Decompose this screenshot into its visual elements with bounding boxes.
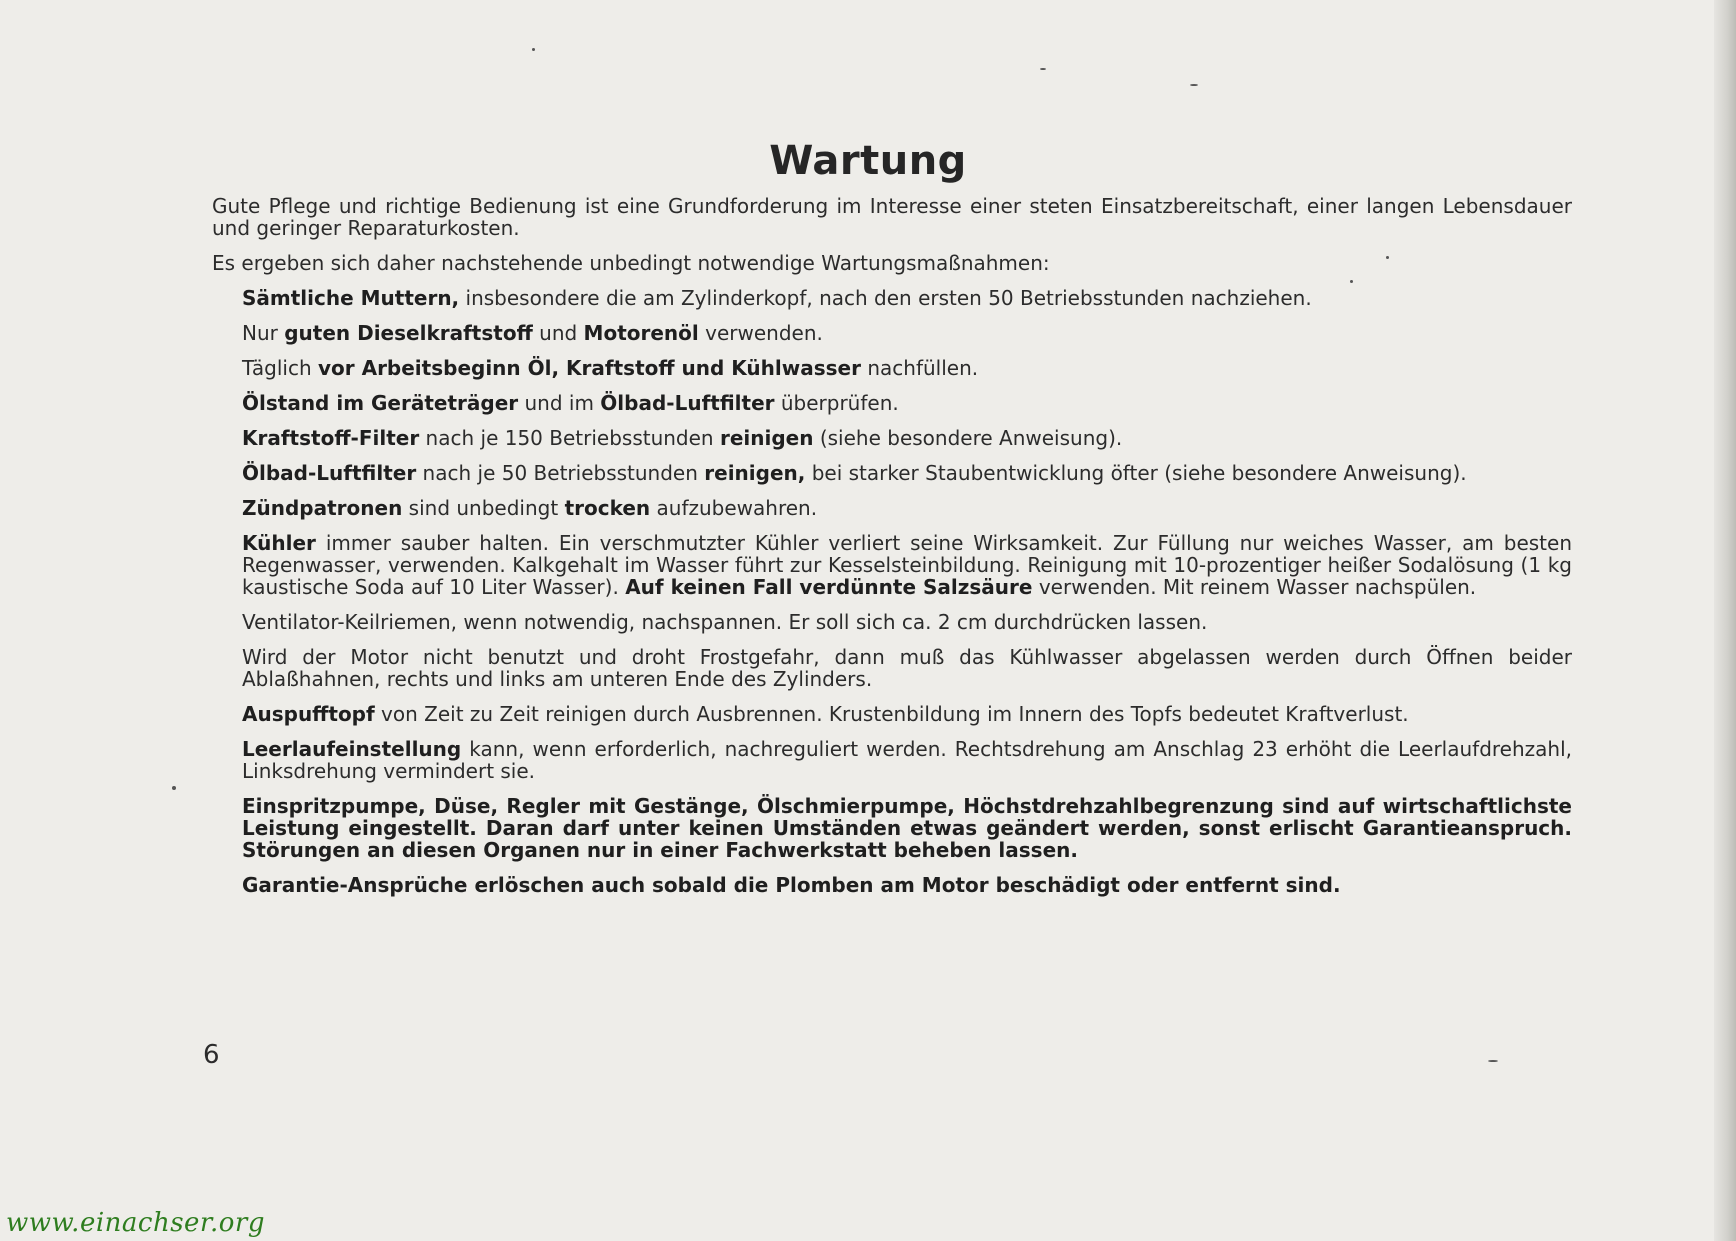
scan-speck (1386, 256, 1389, 259)
scan-speck (532, 48, 535, 51)
scan-speck (1488, 1060, 1498, 1062)
instruction-oil-level: Ölstand im Geräteträger und im Ölbad-Luftfilter überprüfen. (242, 391, 899, 415)
instruction-air-filter: Ölbad-Luftfilter nach je 50 Betriebsstunden reinigen, bei starker Staubentwicklung öfter (siehe besondere Anweisung). (242, 461, 1467, 485)
intro-paragraph-2: Es ergeben sich daher nachstehende unbedingt notwendige Wartungsmaßnahmen: (212, 251, 1050, 275)
instruction-fuel-oil: Nur guten Dieselkraftstoff und Motorenöl verwenden. (242, 321, 823, 345)
scan-speck (1040, 68, 1046, 70)
instruction-injection: Einspritzpumpe, Düse, Regler mit Gestänge, Ölschmierpumpe, Höchstdrehzahlbegrenzung sind auf wirtschaftlichste Leistung eingestellt. Daran darf unter keinen Umständen etwas geändert werden, sonst erlischt Garantieanspruch. Störungen an diesen Organen nur in einer Fachwerkstatt beheben lassen. (242, 794, 1572, 862)
instruction-frost: Wird der Motor nicht benutzt und droht Frostgefahr, dann muß das Kühlwasser abgelassen werden durch Öffnen beider Ablaßhahnen, rechts und links am unteren Ende des Zylinders. (242, 645, 1572, 691)
scan-speck (1190, 84, 1198, 86)
scan-speck (1350, 280, 1353, 283)
instruction-nuts: Sämtliche Muttern, insbesondere die am Zylinderkopf, nach den ersten 50 Betriebsstunden nachziehen. (242, 286, 1312, 310)
instruction-cartridges: Zündpatronen sind unbedingt trocken aufzubewahren. (242, 496, 818, 520)
scan-speck (172, 786, 176, 790)
instruction-radiator: Kühler immer sauber halten. Ein verschmutzter Kühler verliert seine Wirksamkeit. Zur Füllung nur weiches Wasser, am besten Regenwasser, verwenden. Kalkgehalt im Wasser führt zur Kesselsteinbildung. Reinigung mit 10-prozentiger heißer Sodalösung (1 kg kaustische Soda auf 10 Liter Wasser). Auf keinen Fall verdünnte Salzsäure verwenden. Mit reinem Wasser nachspülen. (242, 531, 1572, 599)
website-watermark: www.einachser.org (6, 1208, 265, 1238)
instruction-idle: Leerlaufeinstellung kann, wenn erforderlich, nachreguliert werden. Rechtsdrehung am Anschlag 23 erhöht die Leerlaufdrehzahl, Linksdrehung vermindert sie. (242, 737, 1572, 783)
page-title: Wartung (769, 138, 967, 184)
page-number: 6 (203, 1040, 220, 1070)
instruction-fuel-filter: Kraftstoff-Filter nach je 150 Betriebsstunden reinigen (siehe besondere Anweisung). (242, 426, 1123, 450)
maintenance-text (212, 195, 1572, 909)
page-edge-shadow (1714, 0, 1736, 1241)
instruction-muffler: Auspufftopf von Zeit zu Zeit reinigen durch Ausbrennen. Krustenbildung im Innern des Topfs bedeutet Kraftverlust. (242, 702, 1409, 726)
intro-paragraph-1: Gute Pflege und richtige Bedienung ist eine Grundforderung im Interesse einer steten Einsatzbereitschaft, einer langen Lebensdauer und geringer Reparaturkosten. (212, 194, 1572, 240)
instruction-daily-refill: Täglich vor Arbeitsbeginn Öl, Kraftstoff und Kühlwasser nachfüllen. (242, 356, 979, 380)
instruction-warranty: Garantie-Ansprüche erlöschen auch sobald die Plomben am Motor beschädigt oder entfernt sind. (242, 873, 1341, 897)
instruction-fan-belt: Ventilator-Keilriemen, wenn notwendig, nachspannen. Er soll sich ca. 2 cm durchdrücken lassen. (242, 610, 1208, 634)
